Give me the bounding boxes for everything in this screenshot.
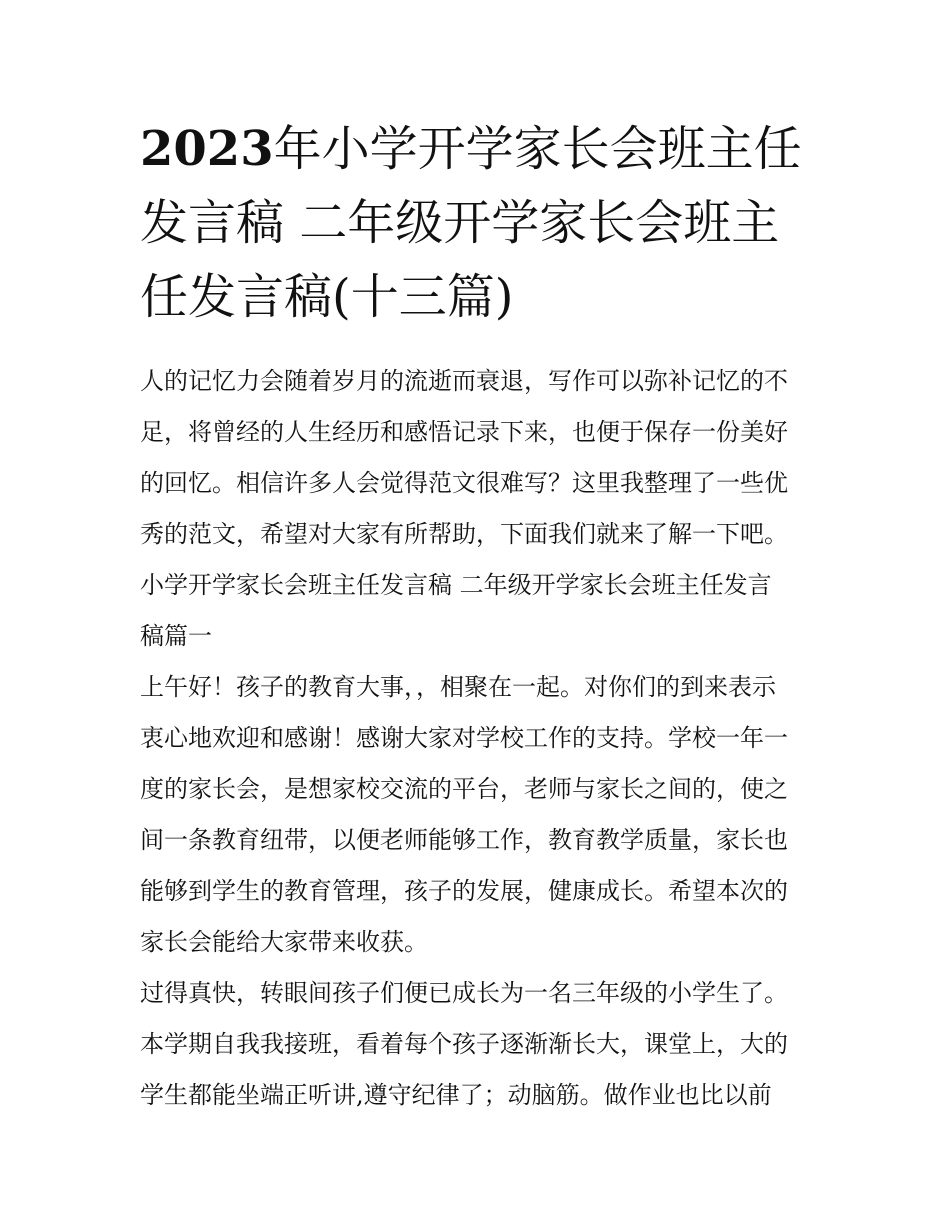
text-line: 学生都能坐端正听讲,遵守纪律了；动脑筋。做作业也比以前 [140, 1081, 772, 1109]
text-line: 小学开学家长会班主任发言稿 二年级开学家长会班主任发言 [140, 571, 772, 599]
section-heading [140, 560, 812, 662]
text-line: 衷心地欢迎和感谢！感谢大家对学校工作的支持。学校一年一 [140, 724, 788, 752]
title-line [140, 112, 812, 186]
title-text: 发言稿 二年级开学家长会班主 [140, 195, 780, 251]
document-page [140, 112, 812, 1121]
title-text: 年小学开学家长会班主任 [273, 121, 802, 177]
text-line: 上午好！孩子的教育大事，，相聚在一起。对你们的到来表示 [140, 673, 776, 701]
title-line [140, 186, 812, 260]
text-line: 能够到学生的教育管理，孩子的发展，健康成长。希望本次的 [140, 877, 788, 905]
text-line: 秀的范文，希望对大家有所帮助，下面我们就来了解一下吧。 [140, 520, 788, 548]
body-paragraph [140, 968, 812, 1121]
text-line: 间一条教育纽带，以便老师能够工作，教育教学质量，家长也 [140, 826, 788, 854]
text-line: 稿篇一 [140, 622, 212, 650]
text-line: 度的家长会，是想家校交流的平台，老师与家长之间的，使之 [140, 775, 788, 803]
document-body [140, 356, 812, 1121]
title-year: 2023 [140, 121, 274, 177]
text-line: 的回忆。相信许多人会觉得范文很难写？这里我整理了一些优 [140, 469, 788, 497]
text-line: 家长会能给大家带来收获。 [140, 928, 428, 956]
intro-paragraph [140, 356, 812, 560]
title-line [140, 260, 812, 334]
document-title [140, 112, 812, 334]
body-paragraph [140, 662, 812, 968]
text-line: 过得真快，转眼间孩子们便已成长为一名三年级的小学生了。 [140, 979, 788, 1007]
title-text: 任发言稿(十三篇) [140, 269, 514, 325]
text-line: 人的记忆力会随着岁月的流逝而衰退，写作可以弥补记忆的不 [140, 367, 788, 395]
text-line: 本学期自我我接班，看着每个孩子逐渐渐长大，课堂上，大的 [140, 1030, 788, 1058]
text-line: 足，将曾经的人生经历和感悟记录下来，也便于保存一份美好 [140, 418, 788, 446]
